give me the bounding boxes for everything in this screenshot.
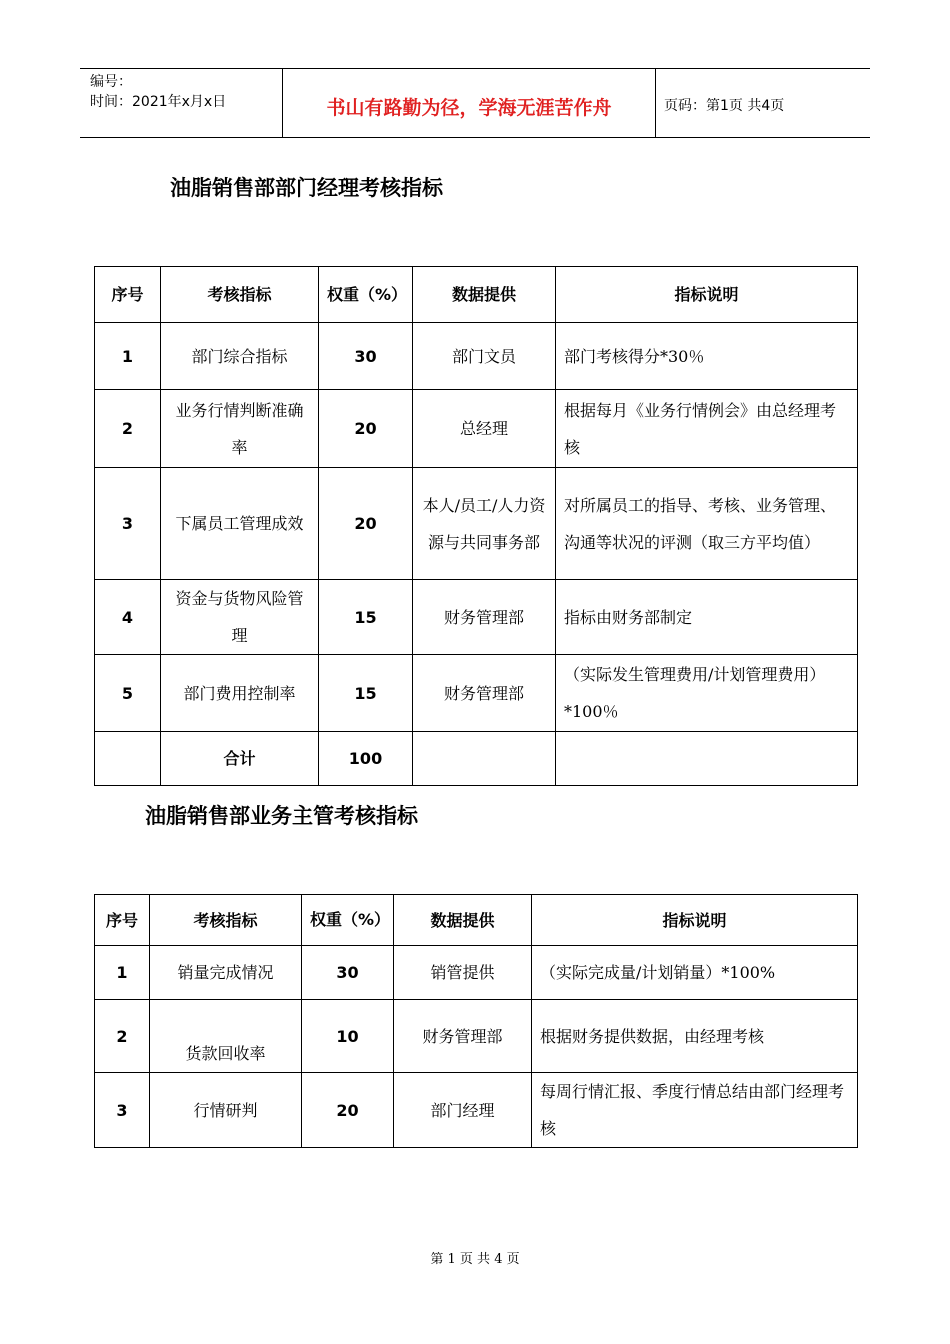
row-indicator: 部门综合指标 [161,323,319,390]
row-provider: 本人/员工/人力资源与共同事务部 [413,468,556,580]
row-no: 4 [95,580,161,655]
row-provider: 财务管理部 [413,655,556,732]
row-weight: 30 [302,946,394,1000]
row-provider: 总经理 [413,390,556,468]
row-description: （实际完成量/计划销量）*100% [532,946,858,1000]
row-indicator: 部门费用控制率 [161,655,319,732]
total-weight: 100 [319,732,413,786]
row-weight: 30 [319,323,413,390]
col-header-indicator: 考核指标 [161,267,319,323]
col-header-provider: 数据提供 [413,267,556,323]
row-description: 根据每月《业务行情例会》由总经理考核 [556,390,858,468]
serial-label: 编号： [90,74,132,90]
table-header-row [95,267,858,323]
date-label: 时间：2021年x月x日 [90,94,227,110]
total-description-cell [556,732,858,786]
section2-title: 油脂销售部业务主管考核指标 [145,804,418,828]
row-no: 2 [95,390,161,468]
table-row [95,390,858,468]
row-weight: 10 [302,1000,394,1073]
section2-table [94,894,858,1148]
table-row [95,1000,858,1073]
header-meta [80,69,282,137]
table-header-row [95,895,858,946]
table-row [95,1073,858,1148]
col-header-no: 序号 [95,267,161,323]
row-weight: 15 [319,655,413,732]
row-no: 3 [95,468,161,580]
motto: 书山有路勤为径，学海无涯苦作舟 [326,97,612,119]
row-description: （实际发生管理费用/计划管理费用）*100％ [556,655,858,732]
row-no: 1 [95,946,150,1000]
row-description: 指标由财务部制定 [556,580,858,655]
document-header [80,68,870,138]
row-provider: 财务管理部 [394,1000,532,1073]
row-description: 部门考核得分*30％ [556,323,858,390]
total-provider-cell [413,732,556,786]
row-provider: 部门经理 [394,1073,532,1148]
row-no: 2 [95,1000,150,1073]
row-indicator: 货款回收率 [150,1000,302,1073]
row-weight: 15 [319,580,413,655]
header-motto-cell [282,69,656,137]
section1-title: 油脂销售部部门经理考核指标 [170,176,443,200]
col-header-weight: 权重（%） [319,267,413,323]
col-header-description: 指标说明 [532,895,858,946]
row-provider: 财务管理部 [413,580,556,655]
col-header-no: 序号 [95,895,150,946]
col-header-description: 指标说明 [556,267,858,323]
row-description: 对所属员工的指导、考核、业务管理、沟通等状况的评测（取三方平均值） [556,468,858,580]
row-indicator: 行情研判 [150,1073,302,1148]
header-page-cell [656,69,870,137]
page-footer: 第 1 页 共 4 页 [430,1252,520,1267]
total-label: 合计 [161,732,319,786]
total-row [95,732,858,786]
total-no-cell [95,732,161,786]
table-row [95,655,858,732]
row-weight: 20 [302,1073,394,1148]
row-weight: 20 [319,468,413,580]
row-description: 根据财务提供数据，由经理考核 [532,1000,858,1073]
col-header-indicator: 考核指标 [150,895,302,946]
row-indicator: 资金与货物风险管理 [161,580,319,655]
table-row [95,323,858,390]
row-indicator: 下属员工管理成效 [161,468,319,580]
section1-table [94,266,858,786]
row-indicator: 销量完成情况 [150,946,302,1000]
row-no: 3 [95,1073,150,1148]
col-header-provider: 数据提供 [394,895,532,946]
row-provider: 部门文员 [413,323,556,390]
table-row [95,946,858,1000]
row-weight: 20 [319,390,413,468]
row-indicator: 业务行情判断准确率 [161,390,319,468]
row-provider: 销管提供 [394,946,532,1000]
row-description: 每周行情汇报、季度行情总结由部门经理考核 [532,1073,858,1148]
row-no: 5 [95,655,161,732]
page-info: 页码：第1页 共4页 [664,98,785,114]
table-row [95,468,858,580]
table-row [95,580,858,655]
col-header-weight: 权重（%） [302,895,394,946]
row-no: 1 [95,323,161,390]
